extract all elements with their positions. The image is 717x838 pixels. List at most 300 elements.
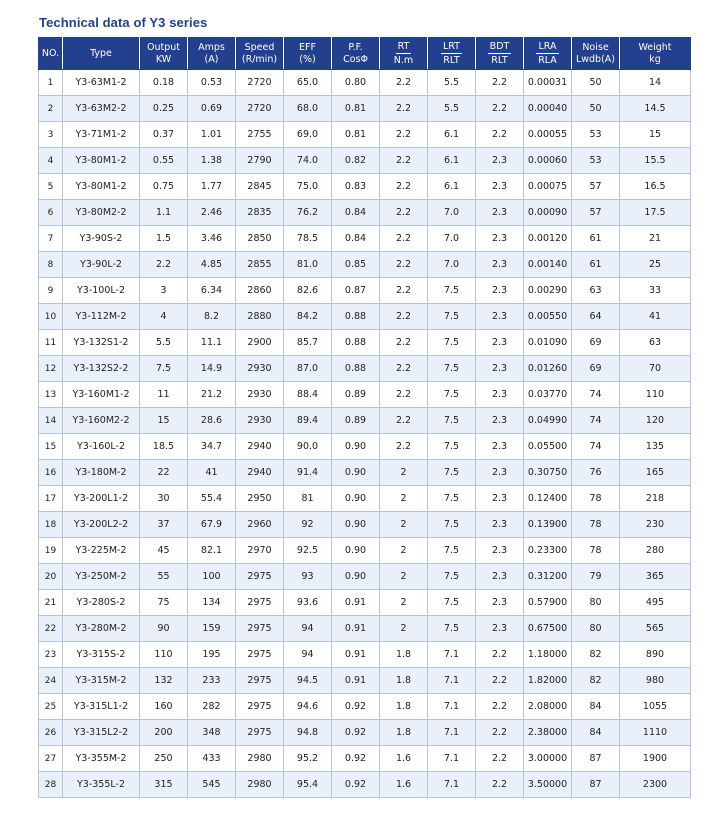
table-row bbox=[39, 746, 691, 772]
cell-lrt: 7.0 bbox=[428, 252, 476, 278]
cell-rt: 2 bbox=[380, 460, 428, 486]
cell-pf: 0.88 bbox=[332, 304, 380, 330]
cell-eff: 94.8 bbox=[284, 720, 332, 746]
cell-speed: 2835 bbox=[236, 200, 284, 226]
cell-weight: 33 bbox=[620, 278, 691, 304]
header-bdt-unit: RLT bbox=[491, 54, 508, 66]
cell-no: 11 bbox=[39, 330, 63, 356]
cell-type: Y3-250M-2 bbox=[63, 564, 140, 590]
cell-bdt: 2.3 bbox=[476, 512, 524, 538]
cell-rt: 2.2 bbox=[380, 278, 428, 304]
cell-eff: 74.0 bbox=[284, 148, 332, 174]
cell-weight: 2300 bbox=[620, 772, 691, 798]
cell-weight: 25 bbox=[620, 252, 691, 278]
cell-speed: 2980 bbox=[236, 746, 284, 772]
header-pf-label: P.F. bbox=[348, 41, 363, 53]
cell-lrt: 7.5 bbox=[428, 356, 476, 382]
cell-lrt: 7.5 bbox=[428, 564, 476, 590]
cell-lra: 0.00075 bbox=[524, 174, 572, 200]
cell-type: Y3-315S-2 bbox=[63, 642, 140, 668]
cell-eff: 95.4 bbox=[284, 772, 332, 798]
cell-amps: 8.2 bbox=[188, 304, 236, 330]
table-row bbox=[39, 668, 691, 694]
table-row bbox=[39, 278, 691, 304]
header-output bbox=[140, 38, 188, 70]
cell-noise: 50 bbox=[572, 70, 620, 96]
cell-rt: 2.2 bbox=[380, 148, 428, 174]
header-no: NO. bbox=[39, 38, 63, 70]
cell-lra: 0.13900 bbox=[524, 512, 572, 538]
cell-type: Y3-160L-2 bbox=[63, 434, 140, 460]
cell-type: Y3-160M1-2 bbox=[63, 382, 140, 408]
cell-noise: 84 bbox=[572, 694, 620, 720]
cell-amps: 41 bbox=[188, 460, 236, 486]
header-speed-label: Speed bbox=[244, 41, 275, 53]
cell-eff: 94.6 bbox=[284, 694, 332, 720]
cell-lra: 0.01260 bbox=[524, 356, 572, 382]
cell-output: 0.75 bbox=[140, 174, 188, 200]
cell-eff: 90.0 bbox=[284, 434, 332, 460]
cell-eff: 69.0 bbox=[284, 122, 332, 148]
cell-amps: 82.1 bbox=[188, 538, 236, 564]
cell-bdt: 2.3 bbox=[476, 330, 524, 356]
cell-weight: 63 bbox=[620, 330, 691, 356]
cell-bdt: 2.3 bbox=[476, 304, 524, 330]
page-title: Technical data of Y3 series bbox=[39, 15, 208, 30]
cell-lrt: 6.1 bbox=[428, 122, 476, 148]
cell-weight: 15.5 bbox=[620, 148, 691, 174]
cell-rt: 2.2 bbox=[380, 226, 428, 252]
cell-output: 37 bbox=[140, 512, 188, 538]
cell-pf: 0.90 bbox=[332, 434, 380, 460]
cell-bdt: 2.3 bbox=[476, 460, 524, 486]
cell-amps: 233 bbox=[188, 668, 236, 694]
cell-lra: 0.00120 bbox=[524, 226, 572, 252]
cell-no: 13 bbox=[39, 382, 63, 408]
cell-output: 315 bbox=[140, 772, 188, 798]
table-row bbox=[39, 694, 691, 720]
cell-lra: 0.00550 bbox=[524, 304, 572, 330]
cell-speed: 2980 bbox=[236, 772, 284, 798]
cell-no: 14 bbox=[39, 408, 63, 434]
cell-pf: 0.90 bbox=[332, 486, 380, 512]
header-lrt-label: LRT bbox=[442, 40, 460, 52]
cell-lra: 0.00055 bbox=[524, 122, 572, 148]
cell-pf: 0.90 bbox=[332, 538, 380, 564]
cell-type: Y3-71M1-2 bbox=[63, 122, 140, 148]
cell-eff: 87.0 bbox=[284, 356, 332, 382]
cell-pf: 0.85 bbox=[332, 252, 380, 278]
table-row bbox=[39, 720, 691, 746]
cell-speed: 2930 bbox=[236, 356, 284, 382]
cell-amps: 348 bbox=[188, 720, 236, 746]
cell-output: 0.37 bbox=[140, 122, 188, 148]
cell-lrt: 5.5 bbox=[428, 70, 476, 96]
cell-output: 0.18 bbox=[140, 70, 188, 96]
cell-amps: 0.53 bbox=[188, 70, 236, 96]
table-row bbox=[39, 304, 691, 330]
cell-noise: 76 bbox=[572, 460, 620, 486]
cell-pf: 0.80 bbox=[332, 70, 380, 96]
cell-pf: 0.82 bbox=[332, 148, 380, 174]
cell-rt: 2.2 bbox=[380, 330, 428, 356]
cell-noise: 87 bbox=[572, 772, 620, 798]
cell-output: 0.55 bbox=[140, 148, 188, 174]
cell-lrt: 7.5 bbox=[428, 616, 476, 642]
cell-amps: 2.46 bbox=[188, 200, 236, 226]
cell-no: 18 bbox=[39, 512, 63, 538]
cell-lra: 0.03770 bbox=[524, 382, 572, 408]
cell-weight: 980 bbox=[620, 668, 691, 694]
cell-amps: 195 bbox=[188, 642, 236, 668]
cell-bdt: 2.3 bbox=[476, 590, 524, 616]
cell-noise: 50 bbox=[572, 96, 620, 122]
cell-lra: 2.08000 bbox=[524, 694, 572, 720]
cell-weight: 495 bbox=[620, 590, 691, 616]
cell-lrt: 7.1 bbox=[428, 746, 476, 772]
cell-weight: 14.5 bbox=[620, 96, 691, 122]
header-lra-unit: RLA bbox=[538, 54, 557, 66]
cell-weight: 17.5 bbox=[620, 200, 691, 226]
table-body bbox=[39, 70, 691, 798]
cell-output: 90 bbox=[140, 616, 188, 642]
cell-noise: 69 bbox=[572, 356, 620, 382]
cell-bdt: 2.2 bbox=[476, 694, 524, 720]
cell-output: 15 bbox=[140, 408, 188, 434]
header-bdt-label: BDT bbox=[489, 40, 510, 52]
cell-no: 10 bbox=[39, 304, 63, 330]
cell-amps: 34.7 bbox=[188, 434, 236, 460]
cell-rt: 2.2 bbox=[380, 252, 428, 278]
table-row bbox=[39, 642, 691, 668]
cell-bdt: 2.3 bbox=[476, 564, 524, 590]
cell-weight: 365 bbox=[620, 564, 691, 590]
cell-rt: 2 bbox=[380, 512, 428, 538]
cell-rt: 2.2 bbox=[380, 200, 428, 226]
cell-speed: 2880 bbox=[236, 304, 284, 330]
cell-lra: 0.57900 bbox=[524, 590, 572, 616]
cell-bdt: 2.3 bbox=[476, 278, 524, 304]
header-lrt bbox=[428, 38, 476, 70]
cell-lra: 0.04990 bbox=[524, 408, 572, 434]
cell-no: 2 bbox=[39, 96, 63, 122]
cell-amps: 134 bbox=[188, 590, 236, 616]
cell-lrt: 7.5 bbox=[428, 304, 476, 330]
header-type: Type bbox=[63, 38, 140, 70]
cell-rt: 1.8 bbox=[380, 694, 428, 720]
cell-output: 110 bbox=[140, 642, 188, 668]
cell-weight: 1055 bbox=[620, 694, 691, 720]
cell-amps: 1.77 bbox=[188, 174, 236, 200]
table-row bbox=[39, 252, 691, 278]
cell-bdt: 2.2 bbox=[476, 746, 524, 772]
cell-lra: 0.00060 bbox=[524, 148, 572, 174]
cell-speed: 2975 bbox=[236, 564, 284, 590]
cell-output: 160 bbox=[140, 694, 188, 720]
cell-no: 9 bbox=[39, 278, 63, 304]
cell-type: Y3-315L2-2 bbox=[63, 720, 140, 746]
cell-lra: 0.67500 bbox=[524, 616, 572, 642]
header-eff-unit: (%) bbox=[299, 53, 316, 65]
cell-type: Y3-100L-2 bbox=[63, 278, 140, 304]
cell-amps: 21.2 bbox=[188, 382, 236, 408]
cell-pf: 0.90 bbox=[332, 460, 380, 486]
cell-amps: 3.46 bbox=[188, 226, 236, 252]
cell-output: 55 bbox=[140, 564, 188, 590]
header-speed bbox=[236, 38, 284, 70]
cell-no: 8 bbox=[39, 252, 63, 278]
cell-eff: 92.5 bbox=[284, 538, 332, 564]
cell-rt: 2.2 bbox=[380, 174, 428, 200]
cell-lra: 1.18000 bbox=[524, 642, 572, 668]
cell-weight: 21 bbox=[620, 226, 691, 252]
technical-data-table bbox=[38, 37, 691, 798]
cell-type: Y3-132S2-2 bbox=[63, 356, 140, 382]
cell-rt: 2 bbox=[380, 564, 428, 590]
cell-rt: 2.2 bbox=[380, 408, 428, 434]
cell-bdt: 2.3 bbox=[476, 148, 524, 174]
cell-type: Y3-132S1-2 bbox=[63, 330, 140, 356]
cell-noise: 74 bbox=[572, 408, 620, 434]
cell-no: 6 bbox=[39, 200, 63, 226]
cell-no: 25 bbox=[39, 694, 63, 720]
cell-lrt: 7.1 bbox=[428, 772, 476, 798]
cell-pf: 0.88 bbox=[332, 356, 380, 382]
cell-bdt: 2.3 bbox=[476, 538, 524, 564]
cell-bdt: 2.3 bbox=[476, 174, 524, 200]
header-row bbox=[39, 38, 691, 70]
cell-lrt: 7.1 bbox=[428, 720, 476, 746]
cell-output: 1.5 bbox=[140, 226, 188, 252]
table-row bbox=[39, 70, 691, 96]
cell-rt: 2 bbox=[380, 616, 428, 642]
cell-no: 26 bbox=[39, 720, 63, 746]
cell-eff: 68.0 bbox=[284, 96, 332, 122]
cell-no: 4 bbox=[39, 148, 63, 174]
cell-noise: 84 bbox=[572, 720, 620, 746]
cell-lra: 0.30750 bbox=[524, 460, 572, 486]
cell-bdt: 2.2 bbox=[476, 668, 524, 694]
cell-output: 132 bbox=[140, 668, 188, 694]
cell-pf: 0.87 bbox=[332, 278, 380, 304]
cell-lrt: 5.5 bbox=[428, 96, 476, 122]
cell-weight: 280 bbox=[620, 538, 691, 564]
cell-eff: 93 bbox=[284, 564, 332, 590]
header-speed-unit: (R/min) bbox=[241, 53, 278, 65]
cell-no: 24 bbox=[39, 668, 63, 694]
cell-eff: 78.5 bbox=[284, 226, 332, 252]
cell-noise: 74 bbox=[572, 382, 620, 408]
cell-pf: 0.84 bbox=[332, 200, 380, 226]
cell-pf: 0.83 bbox=[332, 174, 380, 200]
cell-amps: 14.9 bbox=[188, 356, 236, 382]
cell-no: 1 bbox=[39, 70, 63, 96]
cell-amps: 1.01 bbox=[188, 122, 236, 148]
cell-noise: 82 bbox=[572, 668, 620, 694]
header-lra bbox=[524, 38, 572, 70]
cell-speed: 2950 bbox=[236, 486, 284, 512]
cell-rt: 2.2 bbox=[380, 382, 428, 408]
cell-bdt: 2.2 bbox=[476, 720, 524, 746]
cell-bdt: 2.2 bbox=[476, 70, 524, 96]
cell-speed: 2975 bbox=[236, 616, 284, 642]
cell-no: 23 bbox=[39, 642, 63, 668]
cell-no: 21 bbox=[39, 590, 63, 616]
cell-bdt: 2.2 bbox=[476, 122, 524, 148]
table-row bbox=[39, 122, 691, 148]
cell-type: Y3-160M2-2 bbox=[63, 408, 140, 434]
table-row bbox=[39, 148, 691, 174]
cell-pf: 0.92 bbox=[332, 720, 380, 746]
cell-lra: 3.50000 bbox=[524, 772, 572, 798]
cell-type: Y3-63M1-2 bbox=[63, 70, 140, 96]
header-noise-label: Noise bbox=[582, 41, 609, 53]
cell-output: 3 bbox=[140, 278, 188, 304]
cell-lra: 0.12400 bbox=[524, 486, 572, 512]
cell-weight: 165 bbox=[620, 460, 691, 486]
table-row bbox=[39, 486, 691, 512]
cell-pf: 0.92 bbox=[332, 694, 380, 720]
cell-lrt: 7.5 bbox=[428, 512, 476, 538]
table-row bbox=[39, 616, 691, 642]
cell-no: 17 bbox=[39, 486, 63, 512]
cell-speed: 2975 bbox=[236, 668, 284, 694]
cell-speed: 2720 bbox=[236, 96, 284, 122]
cell-lrt: 7.5 bbox=[428, 382, 476, 408]
cell-output: 18.5 bbox=[140, 434, 188, 460]
cell-type: Y3-315L1-2 bbox=[63, 694, 140, 720]
cell-no: 15 bbox=[39, 434, 63, 460]
cell-eff: 94 bbox=[284, 616, 332, 642]
cell-lra: 0.05500 bbox=[524, 434, 572, 460]
cell-speed: 2720 bbox=[236, 70, 284, 96]
cell-weight: 14 bbox=[620, 70, 691, 96]
cell-noise: 78 bbox=[572, 512, 620, 538]
table-row bbox=[39, 408, 691, 434]
cell-amps: 545 bbox=[188, 772, 236, 798]
table-row bbox=[39, 226, 691, 252]
cell-no: 20 bbox=[39, 564, 63, 590]
cell-speed: 2900 bbox=[236, 330, 284, 356]
cell-weight: 890 bbox=[620, 642, 691, 668]
table-row bbox=[39, 564, 691, 590]
cell-bdt: 2.3 bbox=[476, 226, 524, 252]
cell-output: 75 bbox=[140, 590, 188, 616]
cell-no: 7 bbox=[39, 226, 63, 252]
cell-bdt: 2.2 bbox=[476, 772, 524, 798]
cell-bdt: 2.3 bbox=[476, 408, 524, 434]
cell-rt: 2.2 bbox=[380, 70, 428, 96]
cell-noise: 78 bbox=[572, 486, 620, 512]
cell-output: 2.2 bbox=[140, 252, 188, 278]
cell-lrt: 7.0 bbox=[428, 200, 476, 226]
cell-pf: 0.88 bbox=[332, 330, 380, 356]
cell-eff: 65.0 bbox=[284, 70, 332, 96]
cell-no: 19 bbox=[39, 538, 63, 564]
cell-type: Y3-280S-2 bbox=[63, 590, 140, 616]
cell-noise: 79 bbox=[572, 564, 620, 590]
cell-speed: 2930 bbox=[236, 382, 284, 408]
header-eff-label: EFF bbox=[299, 41, 316, 53]
header-pf-unit: CosΦ bbox=[343, 53, 368, 65]
cell-noise: 80 bbox=[572, 590, 620, 616]
cell-weight: 120 bbox=[620, 408, 691, 434]
table-row bbox=[39, 538, 691, 564]
cell-weight: 110 bbox=[620, 382, 691, 408]
cell-no: 27 bbox=[39, 746, 63, 772]
cell-pf: 0.81 bbox=[332, 96, 380, 122]
cell-type: Y3-90L-2 bbox=[63, 252, 140, 278]
cell-speed: 2940 bbox=[236, 460, 284, 486]
cell-amps: 433 bbox=[188, 746, 236, 772]
header-noise bbox=[572, 38, 620, 70]
cell-eff: 95.2 bbox=[284, 746, 332, 772]
cell-output: 0.25 bbox=[140, 96, 188, 122]
cell-weight: 1900 bbox=[620, 746, 691, 772]
cell-noise: 53 bbox=[572, 148, 620, 174]
cell-rt: 2.2 bbox=[380, 434, 428, 460]
cell-type: Y3-63M2-2 bbox=[63, 96, 140, 122]
cell-eff: 82.6 bbox=[284, 278, 332, 304]
cell-no: 5 bbox=[39, 174, 63, 200]
header-lra-label: LRA bbox=[538, 40, 557, 52]
cell-eff: 88.4 bbox=[284, 382, 332, 408]
cell-bdt: 2.2 bbox=[476, 96, 524, 122]
cell-weight: 41 bbox=[620, 304, 691, 330]
cell-pf: 0.90 bbox=[332, 512, 380, 538]
cell-rt: 1.8 bbox=[380, 720, 428, 746]
cell-no: 22 bbox=[39, 616, 63, 642]
cell-pf: 0.84 bbox=[332, 226, 380, 252]
cell-amps: 55.4 bbox=[188, 486, 236, 512]
cell-pf: 0.91 bbox=[332, 616, 380, 642]
cell-lrt: 6.1 bbox=[428, 174, 476, 200]
cell-noise: 80 bbox=[572, 616, 620, 642]
cell-no: 16 bbox=[39, 460, 63, 486]
cell-lra: 0.00031 bbox=[524, 70, 572, 96]
cell-type: Y3-90S-2 bbox=[63, 226, 140, 252]
cell-rt: 1.6 bbox=[380, 746, 428, 772]
cell-rt: 2.2 bbox=[380, 304, 428, 330]
cell-noise: 63 bbox=[572, 278, 620, 304]
cell-lrt: 7.5 bbox=[428, 330, 476, 356]
cell-bdt: 2.3 bbox=[476, 356, 524, 382]
cell-speed: 2850 bbox=[236, 226, 284, 252]
cell-type: Y3-200L1-2 bbox=[63, 486, 140, 512]
cell-noise: 61 bbox=[572, 252, 620, 278]
cell-eff: 76.2 bbox=[284, 200, 332, 226]
cell-rt: 2.2 bbox=[380, 122, 428, 148]
cell-amps: 28.6 bbox=[188, 408, 236, 434]
cell-weight: 135 bbox=[620, 434, 691, 460]
cell-weight: 16.5 bbox=[620, 174, 691, 200]
header-eff bbox=[284, 38, 332, 70]
cell-type: Y3-112M-2 bbox=[63, 304, 140, 330]
cell-amps: 0.69 bbox=[188, 96, 236, 122]
cell-lra: 0.00040 bbox=[524, 96, 572, 122]
cell-bdt: 2.3 bbox=[476, 382, 524, 408]
table-row bbox=[39, 96, 691, 122]
cell-speed: 2755 bbox=[236, 122, 284, 148]
cell-rt: 2.2 bbox=[380, 356, 428, 382]
cell-type: Y3-80M1-2 bbox=[63, 174, 140, 200]
cell-eff: 92 bbox=[284, 512, 332, 538]
cell-lrt: 7.5 bbox=[428, 434, 476, 460]
cell-pf: 0.89 bbox=[332, 408, 380, 434]
cell-rt: 2.2 bbox=[380, 96, 428, 122]
cell-type: Y3-280M-2 bbox=[63, 616, 140, 642]
cell-pf: 0.91 bbox=[332, 590, 380, 616]
